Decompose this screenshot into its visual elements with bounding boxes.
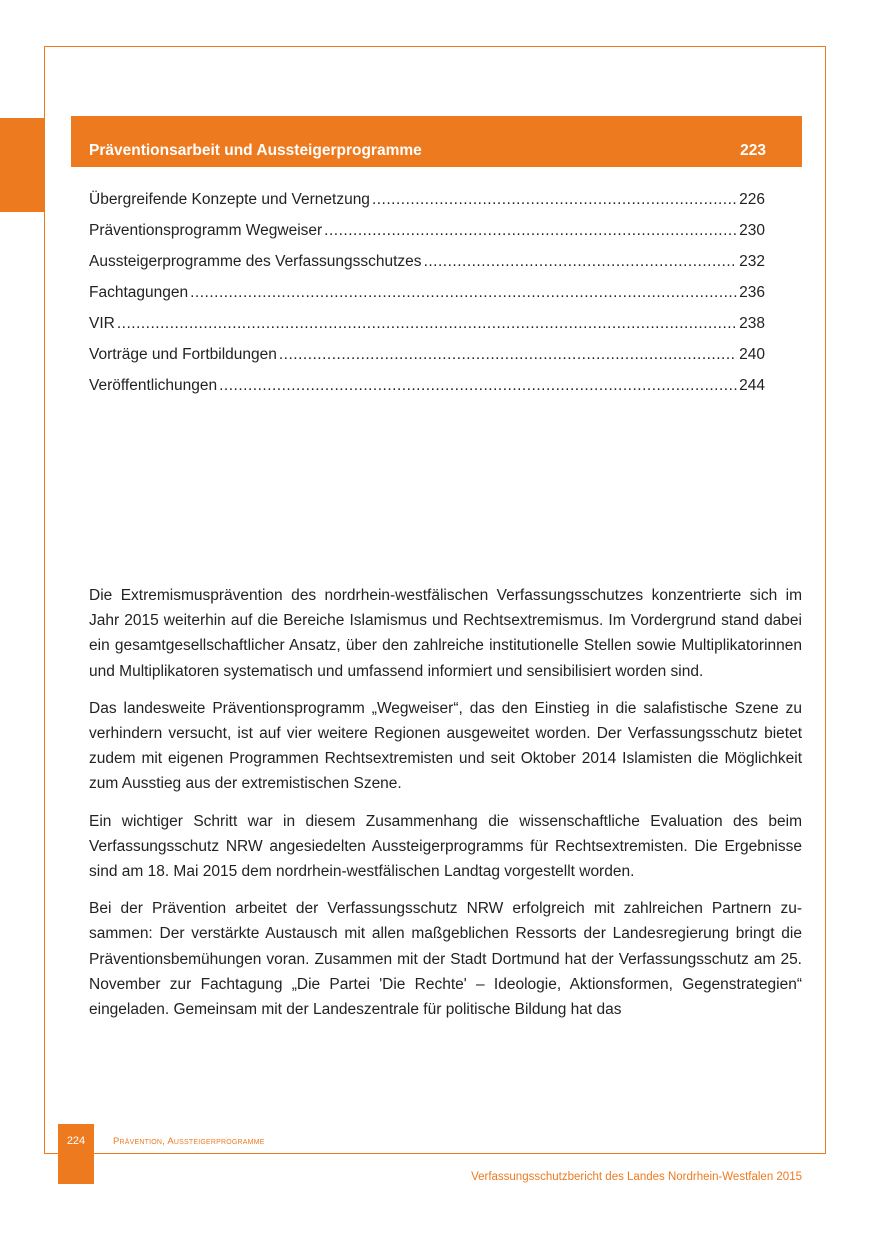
footer-page-tab bbox=[58, 1124, 94, 1184]
paragraph: Die Extremismusprävention des nordrhein-westfälischen Verfassungsschutzes konzentrierte sich im Jahr 2015 weiterhin auf die Bereiche Islamismus und Rechtsextremismus. Im Vordergrund stand dabei ein gesamtgesellschaftlicher Ansatz, über den zahlreiche institutionelle Stellen sowie Multiplikatorinnen und Multiplikatoren systematisch und umfassend informiert und sensibilisiert worden sind. bbox=[89, 587, 802, 680]
toc-label: Übergreifende Konzepte und Vernetzung bbox=[89, 191, 370, 208]
toc-leader bbox=[372, 184, 737, 215]
toc-label: VIR bbox=[89, 315, 115, 332]
footer-section-title: Prävention, Aussteigerprogramme bbox=[113, 1136, 265, 1147]
toc-leader bbox=[190, 277, 737, 308]
chapter-header bbox=[71, 116, 802, 167]
toc-page: 230 bbox=[739, 222, 765, 239]
footer-page-number: 224 bbox=[66, 1135, 86, 1147]
toc-leader bbox=[219, 370, 737, 401]
table-of-contents bbox=[89, 184, 765, 401]
body-text bbox=[89, 583, 802, 1034]
toc-label: Veröffentlichungen bbox=[89, 377, 218, 394]
toc-entry[interactable] bbox=[89, 246, 765, 277]
toc-leader bbox=[117, 308, 737, 339]
toc-page: 238 bbox=[739, 315, 765, 332]
toc-label: Fachtagungen bbox=[89, 284, 189, 301]
toc-entry[interactable] bbox=[89, 308, 765, 339]
toc-page: 226 bbox=[739, 191, 765, 208]
paragraph: Bei der Prävention arbeitet der Verfassungsschutz NRW erfolgreich mit zahlreichen Partnern zusammen: Der verstärkte Austausch mit allen maßgeblichen Ressorts der Landesregierung bringt die Präventionsbemühungen voran. Zusammen mit der Stadt Dortmund hat der Verfassungsschutz am 25. November zur Fachtagung „Die Partei 'Die Rechte' – Ideologie, Aktionsformen, Gegenstrategien“ eingeladen. Gemeinsam mit der Landeszentrale für politische Bildung hat das bbox=[89, 900, 802, 1019]
toc-leader bbox=[279, 339, 737, 370]
toc-page: 244 bbox=[739, 377, 765, 394]
footer-publication-title: Verfassungsschutzbericht des Landes Nordrhein-Westfalen 2015 bbox=[471, 1171, 802, 1183]
toc-label: Vorträge und Fortbildungen bbox=[89, 346, 277, 363]
paragraph: Ein wichtiger Schritt war in diesem Zusammenhang die wissenschaftliche Evaluation des beim Verfassungsschutz NRW angesiedelten Aussteigerprogramms für Rechtsextremisten. Die Ergebnisse sind am 18. Mai 2015 dem nordrhein-westfälischen Landtag vorgestellt worden. bbox=[89, 812, 802, 881]
side-tab-marker bbox=[0, 118, 44, 212]
toc-leader bbox=[424, 246, 738, 277]
toc-label: Präventionsprogramm Wegweiser bbox=[89, 222, 323, 239]
paragraph: Das landesweite Präventionsprogramm „Wegweiser“, das den Einstieg in die salafistische Szene zu verhindern versucht, ist auf vier weitere Regionen ausgeweitet worden. Der Verfassungsschutz bietet zudem mit eigenen Programmen Rechtsextremisten und seit Oktober 2014 Islamisten die Möglichkeit zum Ausstieg aus der extremistischen Szene. bbox=[89, 699, 802, 793]
toc-page: 236 bbox=[739, 284, 765, 301]
toc-page: 232 bbox=[739, 253, 765, 270]
chapter-page: 223 bbox=[740, 142, 766, 159]
chapter-title: Präventionsarbeit und Aussteigerprogramme bbox=[89, 142, 422, 159]
toc-entry[interactable] bbox=[89, 215, 765, 246]
toc-entry[interactable] bbox=[89, 277, 765, 308]
toc-label: Aussteigerprogramme des Verfassungsschutzes bbox=[89, 253, 422, 270]
toc-entry[interactable] bbox=[89, 370, 765, 401]
toc-entry[interactable] bbox=[89, 339, 765, 370]
toc-entry[interactable] bbox=[89, 184, 765, 215]
toc-leader bbox=[324, 215, 737, 246]
toc-page: 240 bbox=[739, 346, 765, 363]
